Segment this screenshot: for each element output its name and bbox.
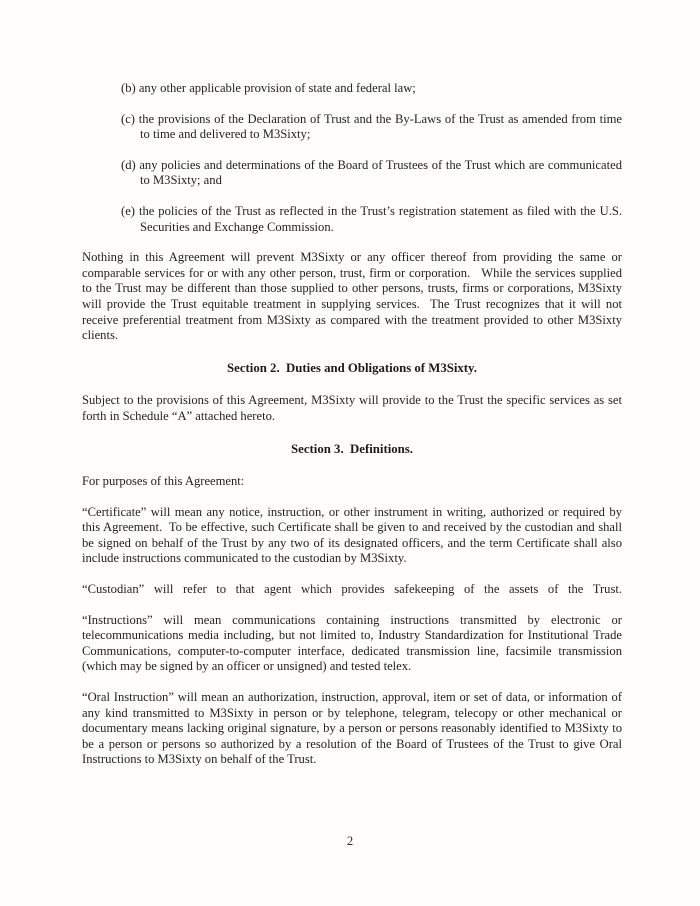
list-item-b-label: (b) [121, 81, 136, 95]
list-item-e-text: the policies of the Trust as reflected in the Trust’s registration statement as filed with the U.S. Securities and Exchange Commission. [138, 203, 622, 234]
definition-instructions: “Instructions” will mean communications containing instructions transmitted by electronic or telecommunications media including, but not limited to, Industry Standardization for Institutional Trade Communications, computer-to-computer interface, dedicated transmission line, facsimile transmission (which may be signed by an officer or unsigned) and tested telex. [82, 612, 622, 674]
list-item-c [82, 112, 622, 143]
list-item-e-label: (e) [121, 203, 135, 218]
list-item-b [82, 81, 622, 97]
list-item-d-text: any policies and determinations of the Board of Trustees of the Trust which are communicated to M3Sixty; and [139, 157, 623, 188]
paragraph-definitions-intro: For purposes of this Agreement: [82, 474, 245, 489]
provision-list [82, 81, 622, 235]
paragraph-section2-body: Subject to the provisions of this Agreement, M3Sixty will provide to the Trust the specific services as set forth in Schedule “A” attached hereto. [82, 393, 622, 423]
definition-oral-instruction: “Oral Instruction” will mean an authorization, instruction, approval, item or set of data, or information of any kind transmitted to M3Sixty in person or by telephone, telegram, telecopy or other mechanical or documentary means lacking original signature, by a person or persons reasonably identified to M3Sixty to be a person or persons so authorized by a resolution of the Board of Trustees of the Trust to give Oral Instructions to M3Sixty on behalf of the Trust. [82, 690, 622, 767]
list-item-d-label: (d) [121, 157, 136, 172]
page-number: 2 [346, 834, 354, 848]
list-item-c-label: (c) [121, 111, 135, 126]
list-item-e [82, 204, 622, 235]
definition-custodian: “Custodian” will refer to that agent which provides safekeeping of the assets of the Trust. [82, 582, 622, 597]
paragraph-equal-treatment: Nothing in this Agreement will prevent M3Sixty or any officer thereof from providing the same or comparable services for or with any other person, trust, firm or corporation. While the services supplied to the Trust may be different than those supplied to other persons, trusts, firms or corporations, M3Sixty will provide the Trust equitable treatment in supplying services. The Trust recognizes that it will not receive preferential treatment from M3Sixty as compared with the treatment provided to other M3Sixty clients. [82, 250, 622, 343]
list-item-c-text: the provisions of the Declaration of Trust and the By-Laws of the Trust as amended from time to time and delivered to M3Sixty; [138, 111, 623, 142]
section-3-heading: Section 3. Definitions. [291, 441, 413, 456]
section-2-heading: Section 2. Duties and Obligations of M3Sixty. [227, 360, 477, 375]
list-item-d [82, 158, 622, 189]
list-item-b-text: any other applicable provision of state and federal law; [138, 81, 416, 95]
definition-certificate: “Certificate” will mean any notice, instruction, or other instrument in writing, authorized or required by this Agreement. To be effective, such Certificate shall be given to and received by the custodian and shall be signed on behalf of the Trust by any two of its designated officers, and the term Certificate shall also include instructions communicated to the custodian by M3Sixty. [82, 504, 622, 566]
